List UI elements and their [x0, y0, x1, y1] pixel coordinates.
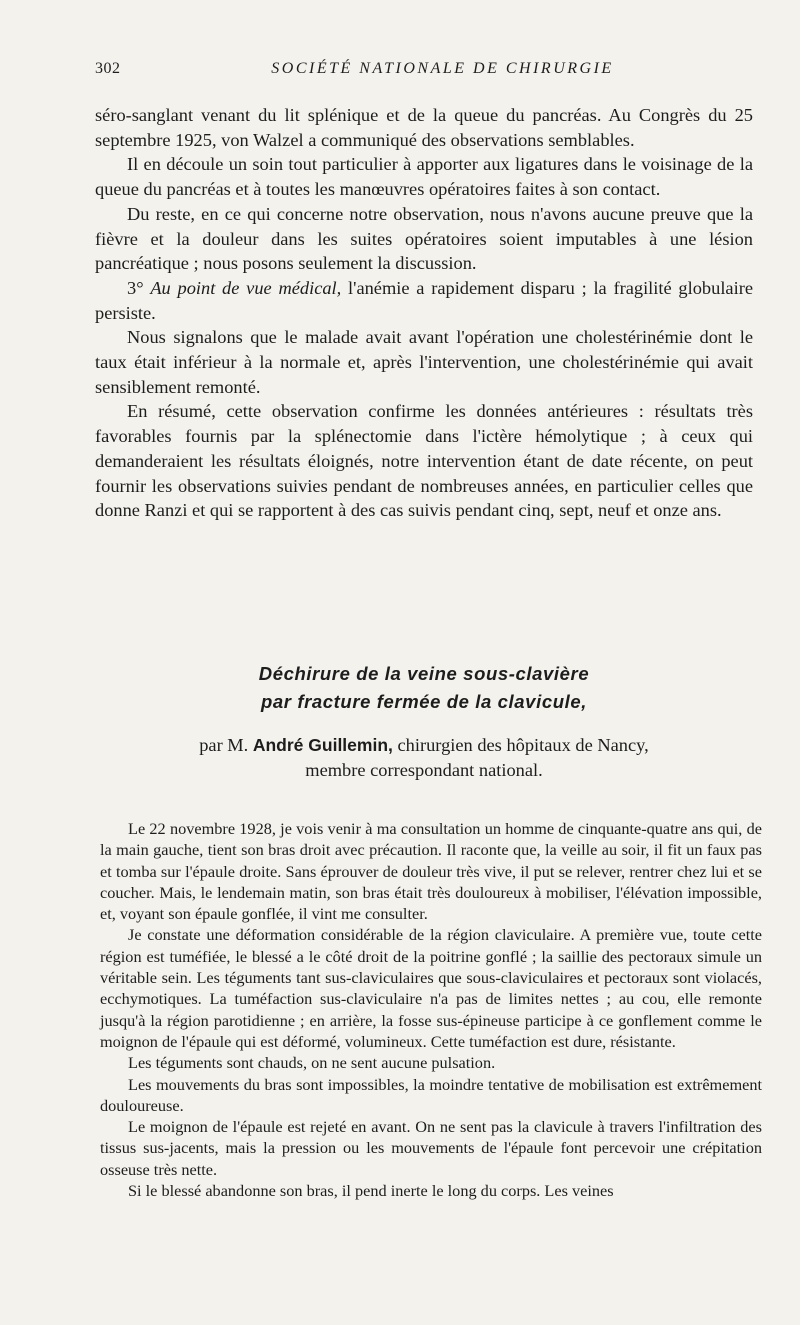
byline-prefix: par M.: [199, 735, 253, 755]
paragraph: séro-sanglant venant du lit splénique et de la queue du pancréas. Au Congrès du 25 septembre 1925, von Walzel a communiqué des observations semblables.: [95, 105, 753, 150]
title-line: Déchirure de la veine sous-clavière: [258, 663, 590, 684]
byline-line: [95, 733, 753, 758]
page-number: 302: [95, 60, 121, 77]
paragraph: Le moignon de l'épaule est rejeté en avant. On ne sent pas la clavicule à travers l'infiltration des tissus sus-jacents, mais la pression ou les mouvements de l'épaule font percevoir une crépitation osseuse très nette.: [100, 1117, 762, 1179]
paragraph: Les mouvements du bras sont impossibles, la moindre tentative de mobilisation est extrêmement douloureuse.: [100, 1074, 762, 1115]
paragraph: Je constate une déformation considérable de la région claviculaire. A première vue, toute cette région est tuméfiée, le blessé a le côté droit de la poitrine gonflé ; la saillie des pectoraux simule un véritable sein. Les téguments tant sus-claviculaires que sous-claviculaires et pectoraux sont violacés, ecchymotiques. La tuméfaction sus-claviculaire n'a pas de limites nettes ; au cou, elle remonte jusqu'à la région parotidienne ; en arrière, la fosse sus-épineuse participe à ce gonflement comme le moignon de l'épaule qui est déformé, volumineux. Cette tuméfaction est dure, résistante.: [100, 925, 762, 1051]
continued-text: [95, 103, 753, 523]
item-number: 3°: [127, 277, 151, 298]
paragraph: Du reste, en ce qui concerne notre observation, nous n'avons aucune preuve que la fièvre et la douleur dans les suites opératoires soient imputables à une lésion pancréatique ; nous posons seulement la discussion.: [95, 203, 753, 274]
byline-line: membre correspondant national.: [305, 760, 543, 780]
paragraph: Nous signalons que le malade avait avant l'opération une cholestérinémie dont le taux était inférieur à la normale et, après l'intervention, une cholestérinémie qui avait sensiblement remonté.: [95, 327, 753, 397]
page-header: [95, 60, 760, 84]
paragraph: Il en découle un soin tout particulier à apporter aux ligatures dans le voisinage de la queue du pancréas et à toutes les manœuvres opératoires faites à son contact.: [95, 154, 753, 200]
observation-text: [100, 818, 762, 1201]
article-title: [95, 660, 753, 716]
author-affiliation: chirurgien des hôpitaux de Nancy,: [392, 735, 649, 755]
title-line: par fracture fermée de la clavicule,: [261, 691, 587, 712]
byline: [95, 733, 753, 783]
paragraph: Le 22 novembre 1928, je vois venir à ma consultation un homme de cinquante-quatre ans qui, de la main gauche, tient son bras droit avec précaution. Il raconte que, la veille au soir, il fit un faux pas et tomba sur l'épaule droite. Sans éprouver de douleur très vive, il put se relever, rentrer chez lui et se coucher. Mais, le lendemain matin, son bras était très douloureux à mobiliser, l'élévation impossible, et, voyant son épaule gonflée, il vint me consulter.: [100, 819, 762, 924]
paragraph-medical: [95, 276, 753, 325]
paragraph-rest: l'anémie a rapidement disparu ; la fragilité globulaire persiste.: [95, 277, 753, 323]
paragraph: En résumé, cette observation confirme les données antérieures : résultats très favorables fournis par la splénectomie dans l'ictère hémolytique ; à ceux qui demanderaient les résultats éloignés, notre intervention étant de date récente, on peut fournir les observations suivies pendant de nombreuses années, en particulier celles que donne Ranzi et qui se rapportent à des cas suivis pendant cinq, sept, neuf et onze ans.: [95, 401, 753, 521]
running-title: SOCIÉTÉ NATIONALE DE CHIRURGIE: [271, 60, 614, 77]
paragraph: Si le blessé abandonne son bras, il pend inerte le long du corps. Les veines: [128, 1181, 614, 1201]
italic-phrase: Au point de vue médical,: [150, 277, 342, 298]
paragraph: Les téguments sont chauds, on ne sent aucune pulsation.: [128, 1053, 496, 1073]
author-name: André Guillemin,: [252, 735, 393, 755]
